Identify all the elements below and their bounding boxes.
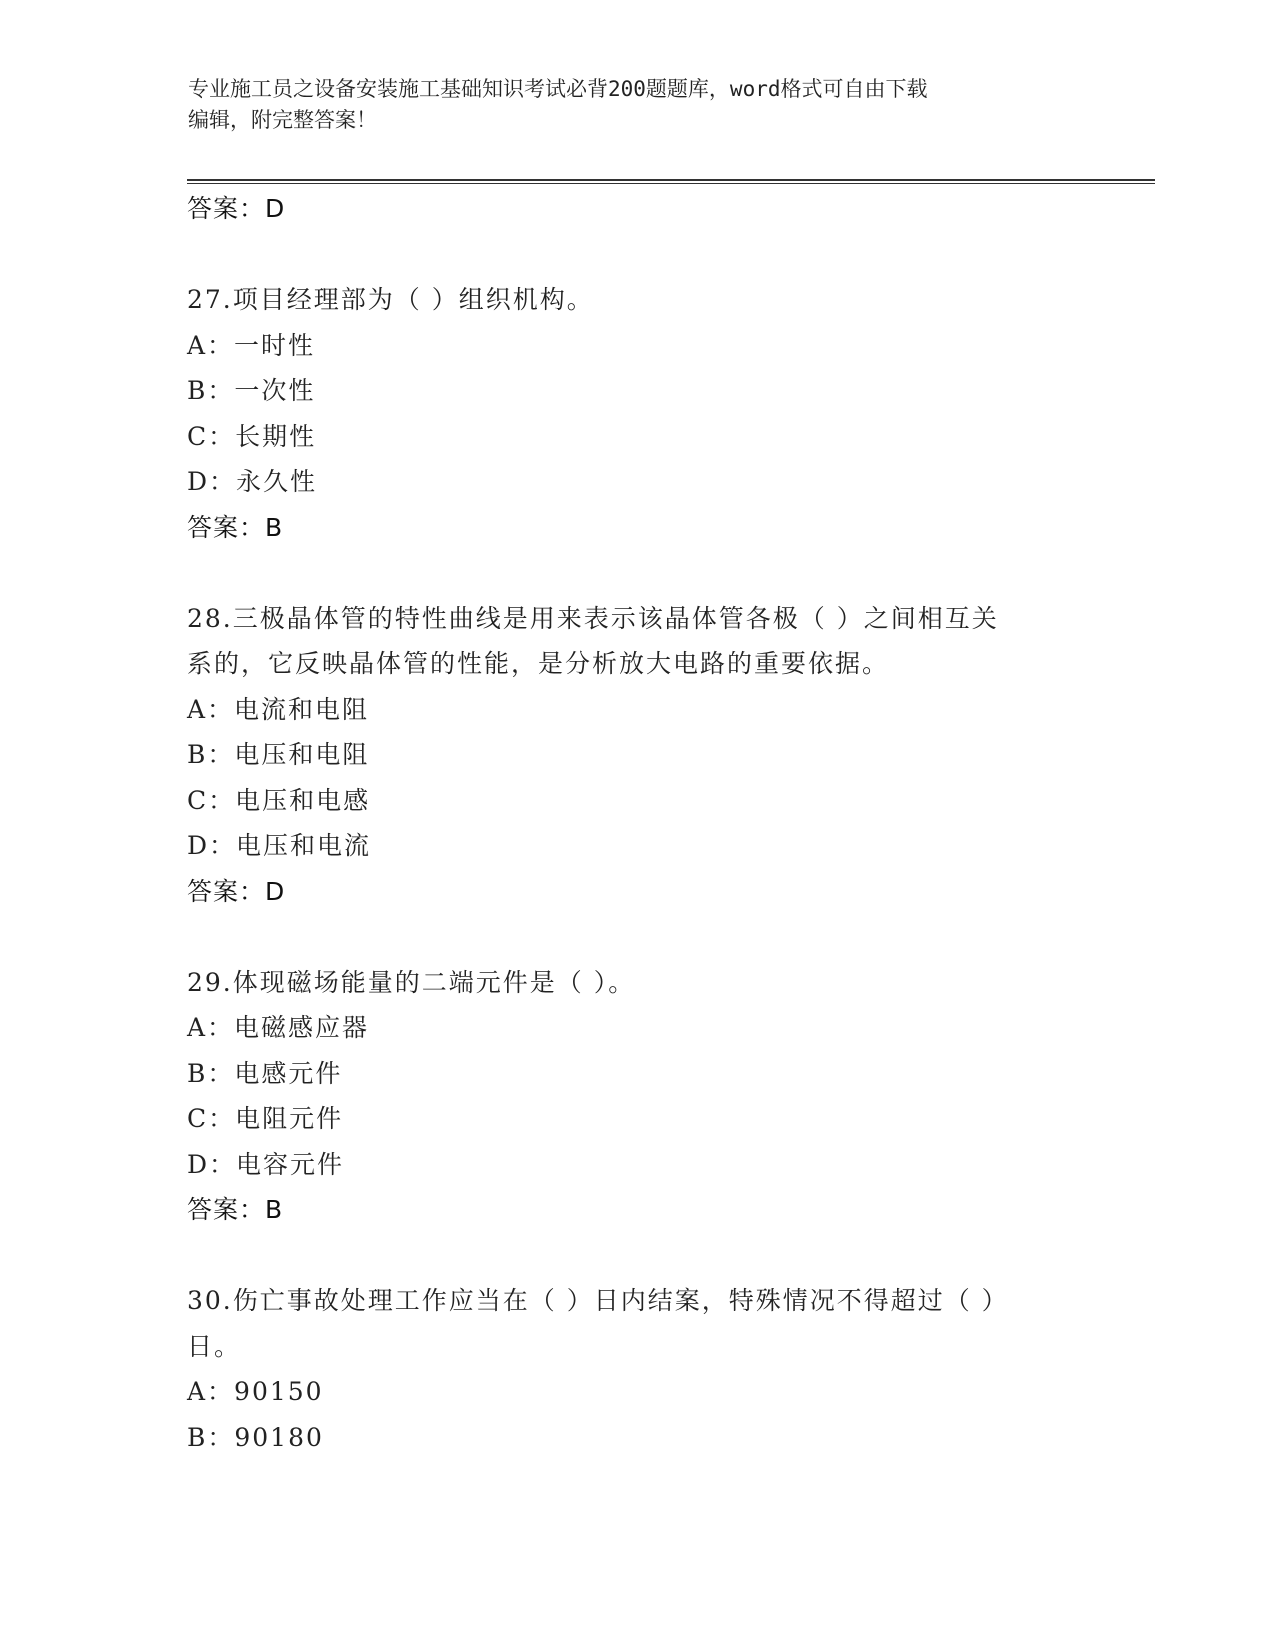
answer-line: 答案：B xyxy=(187,512,284,542)
spacer xyxy=(187,232,1087,278)
question-list xyxy=(187,186,1087,1460)
option-d: D：永久性 xyxy=(187,467,318,496)
question-text: 27.项目经理部为（ ）组织机构。 xyxy=(187,285,594,314)
question-27 xyxy=(187,277,1087,550)
option-a: A：电磁感应器 xyxy=(187,1013,370,1042)
header-line-1: 专业施工员之设备安装施工基础知识考试必背200题题库，word格式可自由下载 xyxy=(188,77,928,101)
option-d: D：电压和电流 xyxy=(187,831,372,860)
answer-line: 答案：B xyxy=(187,1195,284,1224)
answer-line: 答案：D xyxy=(187,876,286,906)
option-c: C：电压和电感 xyxy=(187,785,371,815)
document-header xyxy=(188,74,1088,136)
spacer xyxy=(187,914,1087,960)
question-text: 29.体现磁场能量的二端元件是（ ）。 xyxy=(187,967,636,997)
question-text-line-1: 28.三极晶体管的特性曲线是用来表示该晶体管各极（ ）之间相互关 xyxy=(187,603,999,633)
header-divider xyxy=(187,179,1155,184)
option-c: C：电阻元件 xyxy=(187,1104,344,1133)
question-text-line-2: 日。 xyxy=(187,1331,242,1361)
option-c: C：长期性 xyxy=(187,421,317,451)
answer-line: 答案：D xyxy=(187,194,286,223)
question-29 xyxy=(187,960,1087,1233)
question-28 xyxy=(187,596,1087,915)
option-a: A：90150 xyxy=(187,1377,324,1406)
question-text-line-2: 系的，它反映晶体管的性能，是分析放大电路的重要依据。 xyxy=(187,649,890,678)
option-b: B：电压和电阻 xyxy=(187,740,370,769)
option-d: D：电容元件 xyxy=(187,1149,345,1179)
option-b: B：一次性 xyxy=(187,376,316,405)
option-b: B：90180 xyxy=(187,1422,324,1452)
header-line-2: 编辑，附完整答案！ xyxy=(188,108,377,132)
option-a: A：电流和电阻 xyxy=(187,694,370,724)
option-b: B：电感元件 xyxy=(187,1058,343,1088)
spacer xyxy=(187,1233,1087,1279)
question-30 xyxy=(187,1278,1087,1460)
option-a: A：一时性 xyxy=(187,330,316,360)
question-text-line-1: 30.伤亡事故处理工作应当在（ ）日内结案，特殊情况不得超过（ ） xyxy=(187,1286,1009,1315)
spacer xyxy=(187,550,1087,596)
